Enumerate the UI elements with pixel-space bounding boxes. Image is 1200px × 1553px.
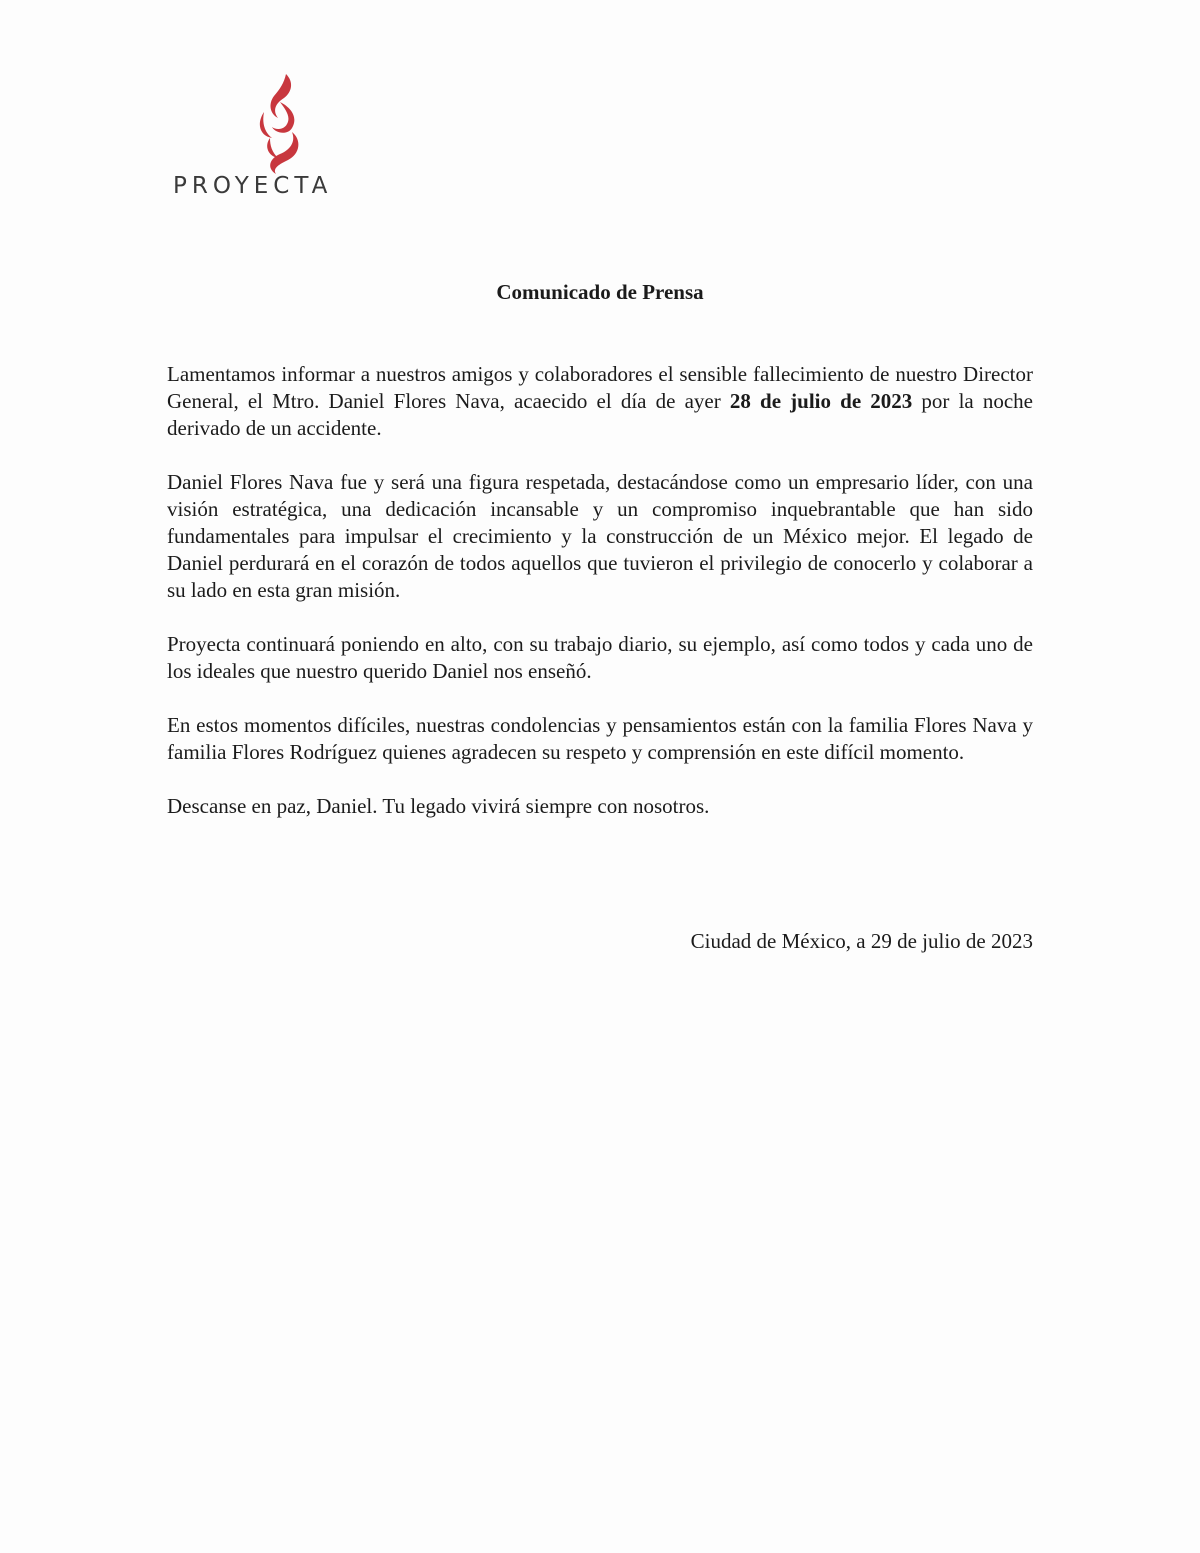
paragraph-commitment: Proyecta continuará poniendo en alto, con su trabajo diario, su ejemplo, así como todos y cada uno de los ideales que nuestro querido Daniel nos enseñó. bbox=[167, 632, 1033, 683]
press-release-body bbox=[167, 361, 1033, 847]
page-title: Comunicado de Prensa bbox=[496, 280, 704, 304]
announcement-text-start: Lamentamos informar a nuestros amigos y colaboradores el sensible fallecimiento de nuestro Director General, el Mtro. Daniel Flores Nava, acaecido el día de ayer bbox=[167, 362, 1033, 413]
paragraph-announcement bbox=[167, 361, 1033, 442]
paragraph-farewell: Descanse en paz, Daniel. Tu legado vivirá siempre con nosotros. bbox=[167, 794, 710, 818]
paragraph-condolences: En estos momentos difíciles, nuestras condolencias y pensamientos están con la familia Flores Nava y familia Flores Rodríguez quienes agradecen su respeto y comprensión en este difícil momento. bbox=[167, 713, 1033, 764]
company-logo bbox=[170, 72, 395, 202]
place-and-date: Ciudad de México, a 29 de julio de 2023 bbox=[690, 929, 1033, 953]
company-wordmark: PROYECTA bbox=[173, 173, 333, 199]
paragraph-tribute: Daniel Flores Nava fue y será una figura respetada, destacándose como un empresario líder, con una visión estratégica, una dedicación incansable y un compromiso inquebrantable que han sido fundamentales para impulsar el crecimiento y la construcción de un México mejor. El legado de Daniel perdurará en el corazón de todos aquellos que tuvieron el privilegio de conocerlo y colaborar a su lado en esta gran misión. bbox=[167, 470, 1033, 602]
announcement-text-end: por la noche derivado de un accidente. bbox=[167, 389, 1034, 440]
flame-logo-icon bbox=[242, 72, 322, 174]
date-of-death: 28 de julio de 2023 bbox=[729, 389, 913, 413]
